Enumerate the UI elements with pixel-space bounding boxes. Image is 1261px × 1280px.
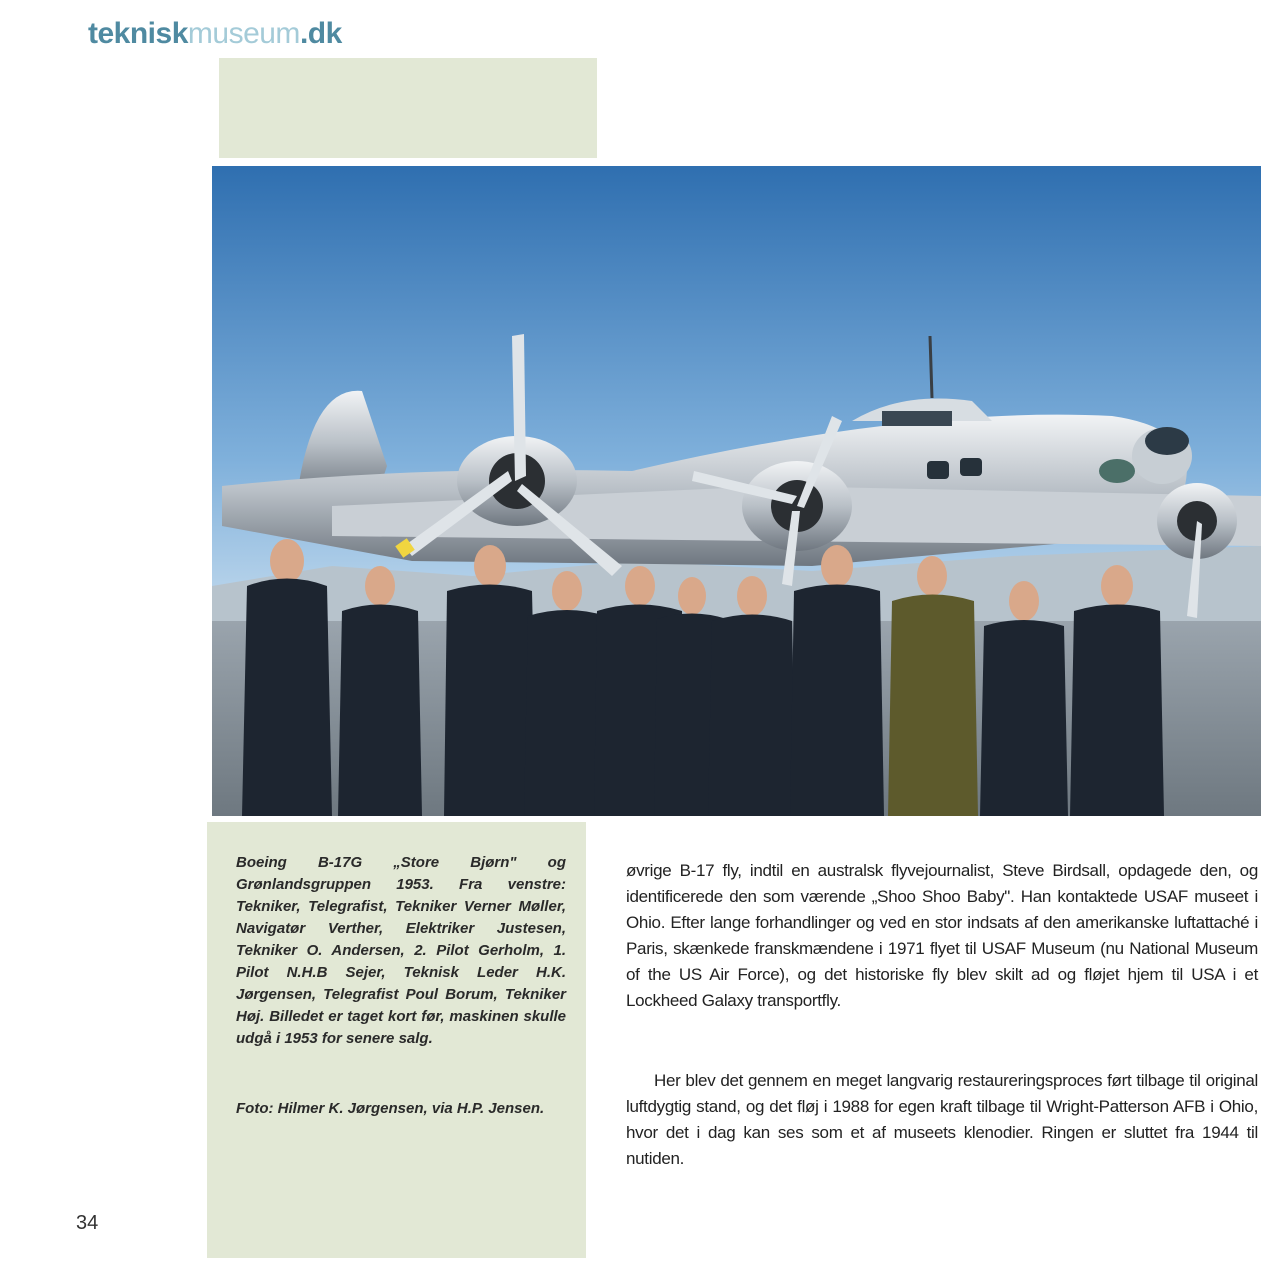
article-paragraph-1: øvrige B-17 fly, indtil en australsk flyvejournalist, Steve Birdsall, opdagede den, og identificerede den som værende „Shoo Shoo Baby". Han kontaktede USAF museet i Ohio. Efter lange forhandlinger og ved en stor indsats af den amerikanske luftattaché i Paris, skænkede franskmændene i 1971 flyet til USAF Museum (nu National Museum of the US Air Force), og det historiske fly blev skilt ad og fløjet hjem til USA i et Lockheed Galaxy transportfly. — [626, 861, 1258, 1010]
site-logo — [88, 16, 342, 52]
logo-part-dk: .dk — [299, 17, 342, 50]
photo-caption: Boeing B-17G „Store Bjørn" og Grønlandsgruppen 1953. Fra venstre: Tekniker, Telegrafist, Tekniker Verner Møller, Navigatør Verther, Elektriker Justesen, Tekniker O. Andersen, 2. Pilot Gerholm, 1. Pilot N.H.B Sejer, Teknisk Leder H.K. Jørgensen, Telegrafist Poul Borum, Tekniker Høj. Billedet er taget kort før, maskinen skulle udgå i 1953 for senere salg. — [236, 854, 566, 1047]
logo-part-museum: museum — [187, 17, 300, 50]
page-number: 34 — [76, 1212, 99, 1234]
photo-b17-crew — [212, 166, 1261, 816]
article-paragraph-2: Her blev det gennem en meget langvarig restaureringsproces ført tilbage til original luftdygtig stand, og det fløj i 1988 for egen kraft tilbage til Wright-Patterson AFB i Ohio, hvor det i dag kan ses som et af museets klenodier. Ringen er sluttet fra 1944 til nutiden. — [626, 1071, 1258, 1168]
logo-part-teknisk: teknisk — [88, 17, 188, 50]
decorative-green-block-top — [219, 58, 597, 158]
photo-credit: Foto: Hilmer K. Jørgensen, via H.P. Jensen. — [236, 1100, 545, 1117]
